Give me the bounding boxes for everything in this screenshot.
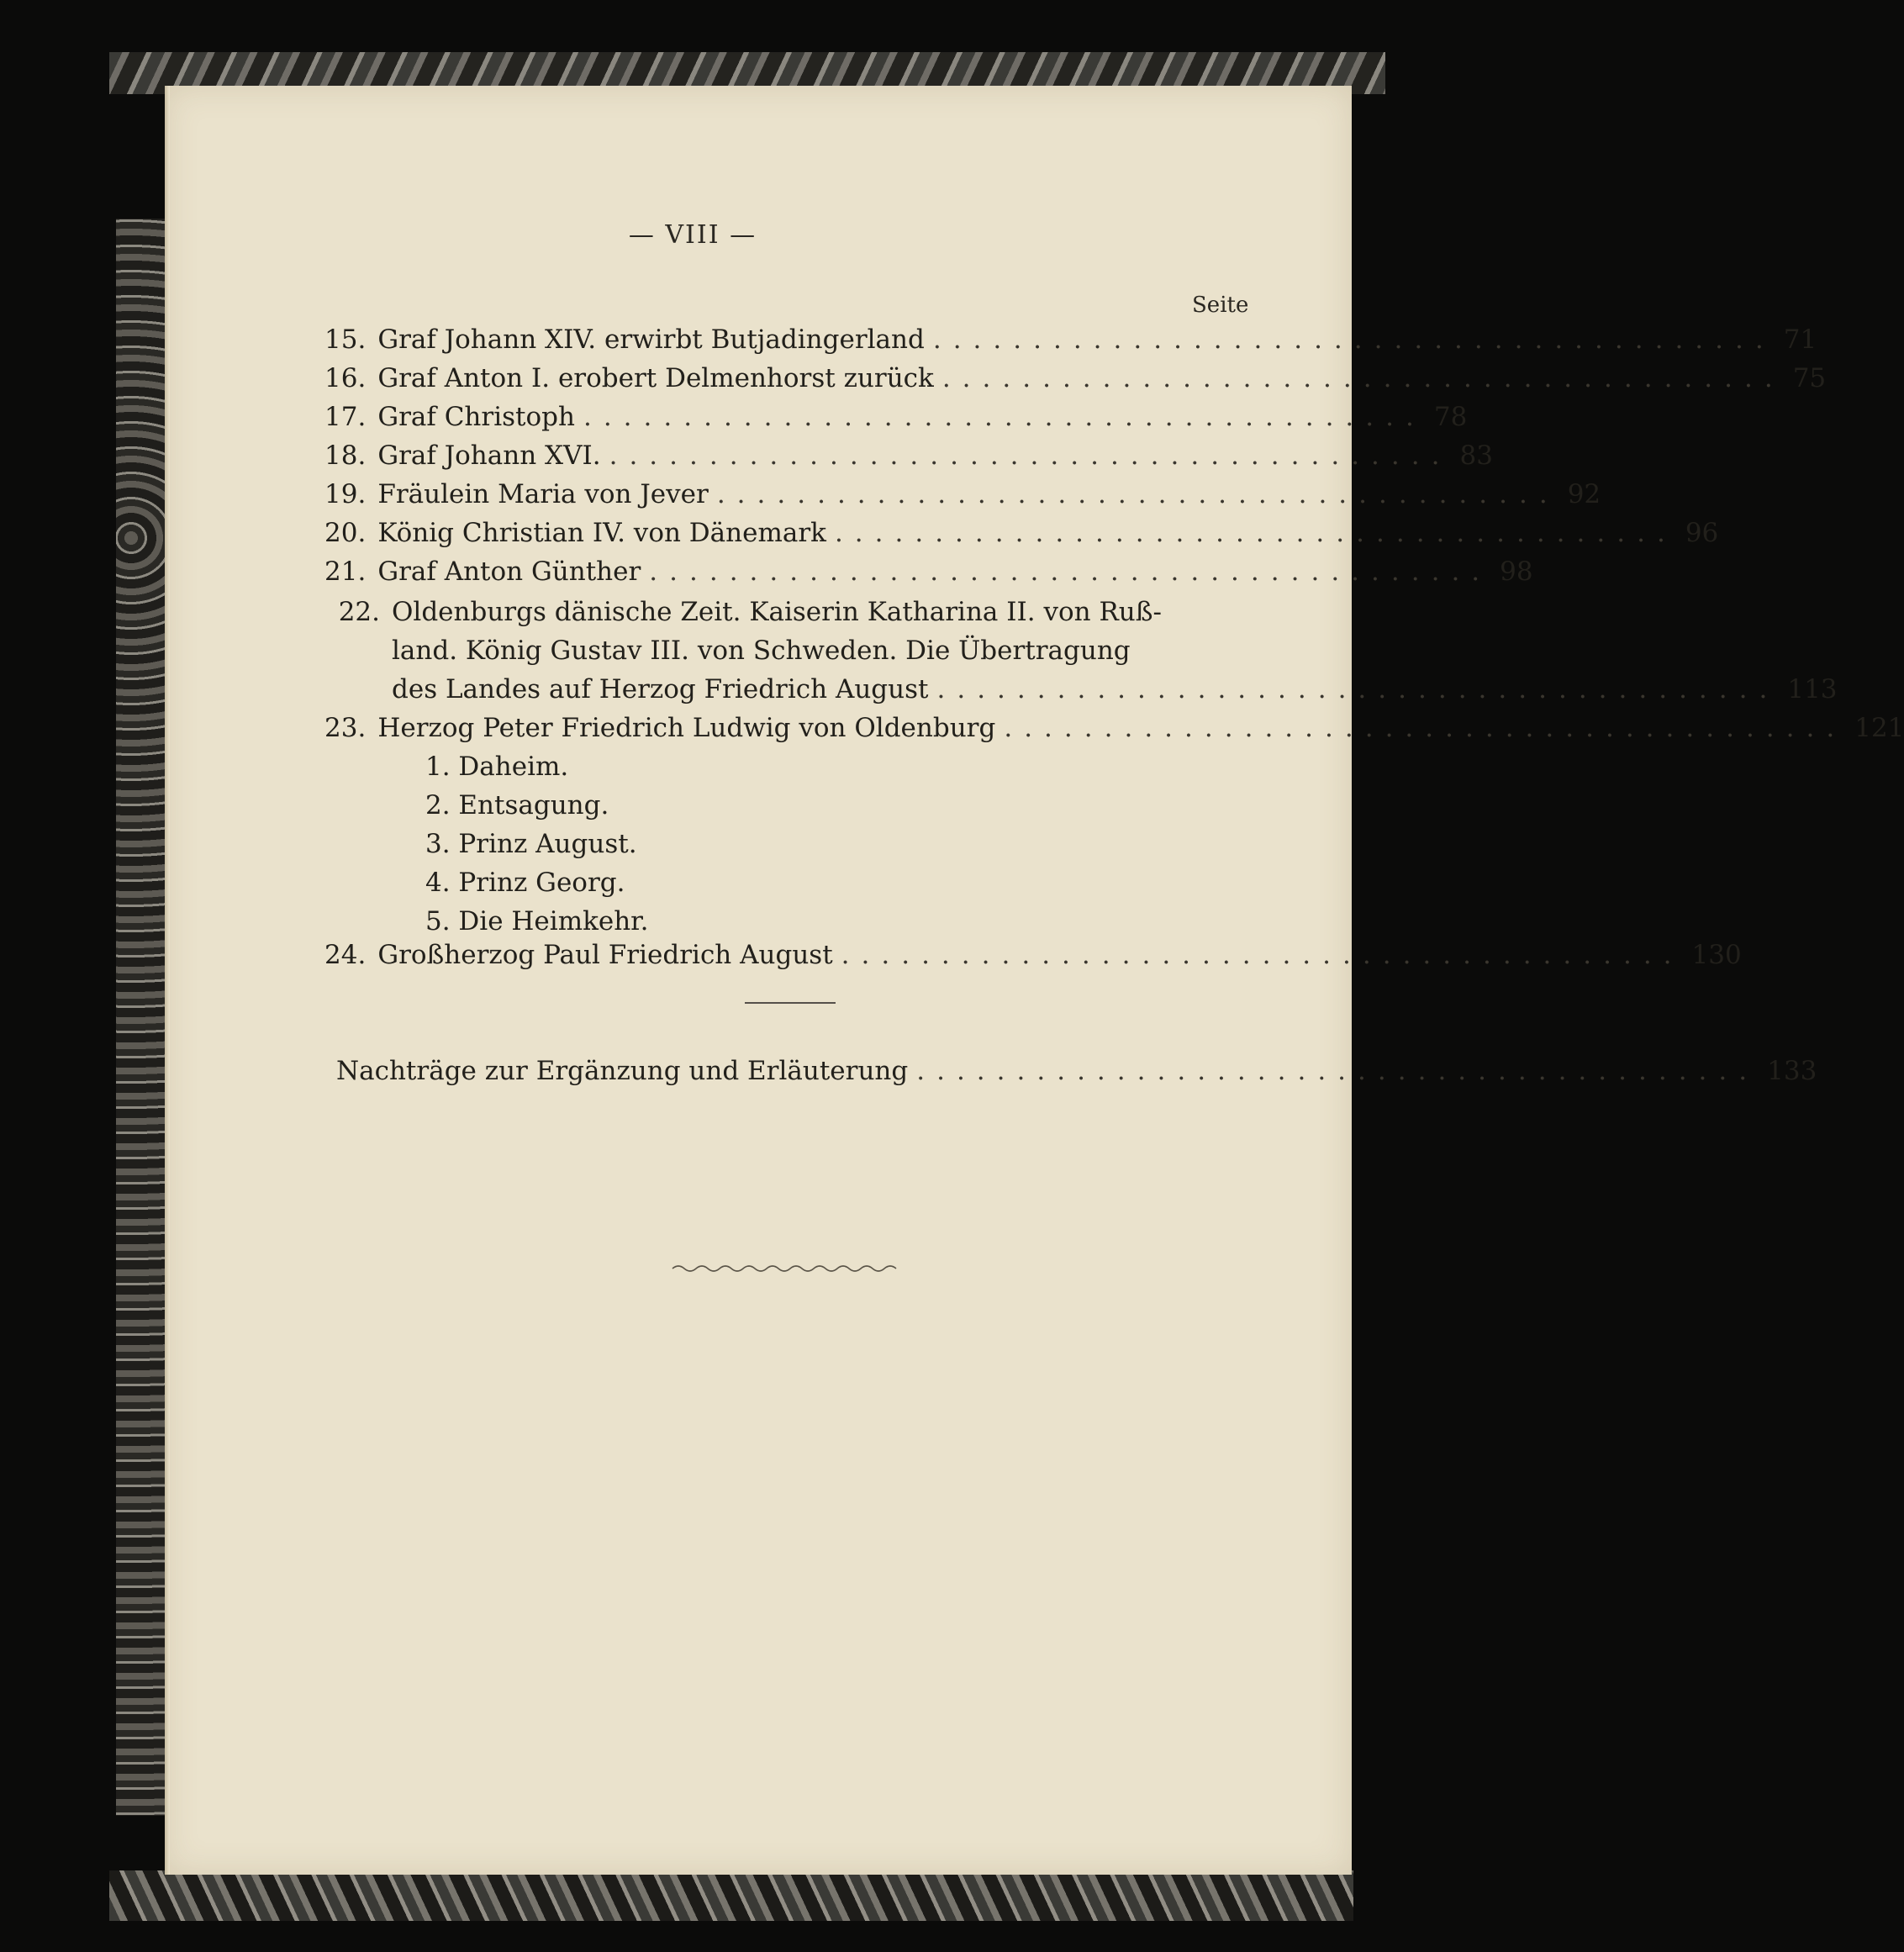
entry-page: 92 — [1567, 479, 1601, 509]
entry-page: 83 — [1459, 441, 1493, 471]
page-folio: — VIII — — [628, 220, 757, 250]
leader-dots: .......................................... — [609, 441, 1452, 471]
toc-entry — [324, 514, 1719, 551]
entry-title: Graf Christoph — [377, 402, 575, 432]
leader-dots: .......................................... — [936, 674, 1780, 704]
toc-entry-last-line — [392, 671, 1838, 708]
toc-entry — [324, 437, 1493, 474]
entry-page: 71 — [1783, 324, 1817, 355]
sub-entry: 3. Prinz August. — [425, 829, 637, 859]
sub-entry: 4. Prinz Georg. — [425, 868, 625, 898]
section-divider — [745, 1002, 836, 1004]
entry-page: 98 — [1500, 557, 1533, 587]
entry-title: Graf Anton Günther — [377, 557, 641, 587]
entry-title-continuation: des Landes auf Herzog Friedrich August — [392, 674, 929, 704]
toc-appendix-entry — [336, 1052, 1817, 1089]
entry-page: 78 — [1433, 402, 1468, 432]
entry-page: 121 — [1854, 713, 1904, 743]
page-column-header: Seite — [1192, 293, 1249, 318]
wavy-ornament-divider — [672, 1263, 899, 1274]
toc-entry — [324, 553, 1533, 590]
entry-page: 113 — [1787, 674, 1838, 704]
entry-number: 18. — [324, 441, 367, 471]
entry-number: 19. — [324, 479, 367, 509]
entry-number: 23. — [324, 713, 367, 743]
appendix-page: 133 — [1767, 1056, 1817, 1086]
leader-dots: .......................................... — [834, 518, 1677, 548]
entry-title: Graf Johann XVI. — [377, 441, 601, 471]
entry-title: Oldenburgs dänische Zeit. Kaiserin Katharina II. von Ruß- — [392, 597, 1162, 627]
leader-dots: .......................................... — [649, 557, 1492, 587]
appendix-title: Nachträge zur Ergänzung und Erläuterung — [336, 1056, 909, 1086]
toc-entry — [324, 936, 1742, 973]
toc-entry — [324, 594, 1253, 630]
entry-number: 21. — [324, 557, 367, 587]
toc-entry — [324, 321, 1817, 358]
entry-number: 22. — [338, 597, 380, 627]
leader-dots: .......................................... — [941, 363, 1785, 393]
leader-dots: .......................................... — [916, 1056, 1759, 1086]
entry-title: Herzog Peter Friedrich Ludwig von Oldenburg — [377, 713, 996, 743]
toc-entry — [324, 476, 1601, 513]
entry-number: 17. — [324, 402, 367, 432]
entry-page: 130 — [1691, 940, 1742, 970]
entry-title: Graf Johann XIV. erwirbt Butjadingerland — [377, 324, 925, 355]
sub-entry: 1. Daheim. — [425, 752, 569, 782]
entry-page: 75 — [1792, 363, 1827, 393]
entry-title: Graf Anton I. erobert Delmenhorst zurück — [377, 363, 934, 393]
entry-number: 15. — [324, 324, 367, 355]
toc-entry — [324, 710, 1904, 747]
toc-entry — [324, 360, 1827, 397]
entry-title-continuation: land. König Gustav III. von Schweden. Die Übertragung — [392, 636, 1131, 666]
entry-page: 96 — [1685, 518, 1719, 548]
entry-title: König Christian IV. von Dänemark — [377, 518, 826, 548]
entry-title: Großherzog Paul Friedrich August — [377, 940, 833, 970]
toc-entry — [324, 398, 1468, 435]
sub-entry: 5. Die Heimkehr. — [425, 906, 649, 936]
leader-dots: .......................................... — [841, 940, 1684, 970]
leader-dots: .......................................... — [583, 402, 1426, 432]
entry-title: Fräulein Maria von Jever — [377, 479, 709, 509]
entry-number: 16. — [324, 363, 367, 393]
leader-dots: .......................................... — [716, 479, 1559, 509]
entry-number: 24. — [324, 940, 367, 970]
sub-entry: 2. Entsagung. — [425, 790, 609, 820]
entry-number: 20. — [324, 518, 367, 548]
leader-dots: .......................................... — [1004, 713, 1847, 743]
leader-dots: .......................................... — [932, 324, 1775, 355]
